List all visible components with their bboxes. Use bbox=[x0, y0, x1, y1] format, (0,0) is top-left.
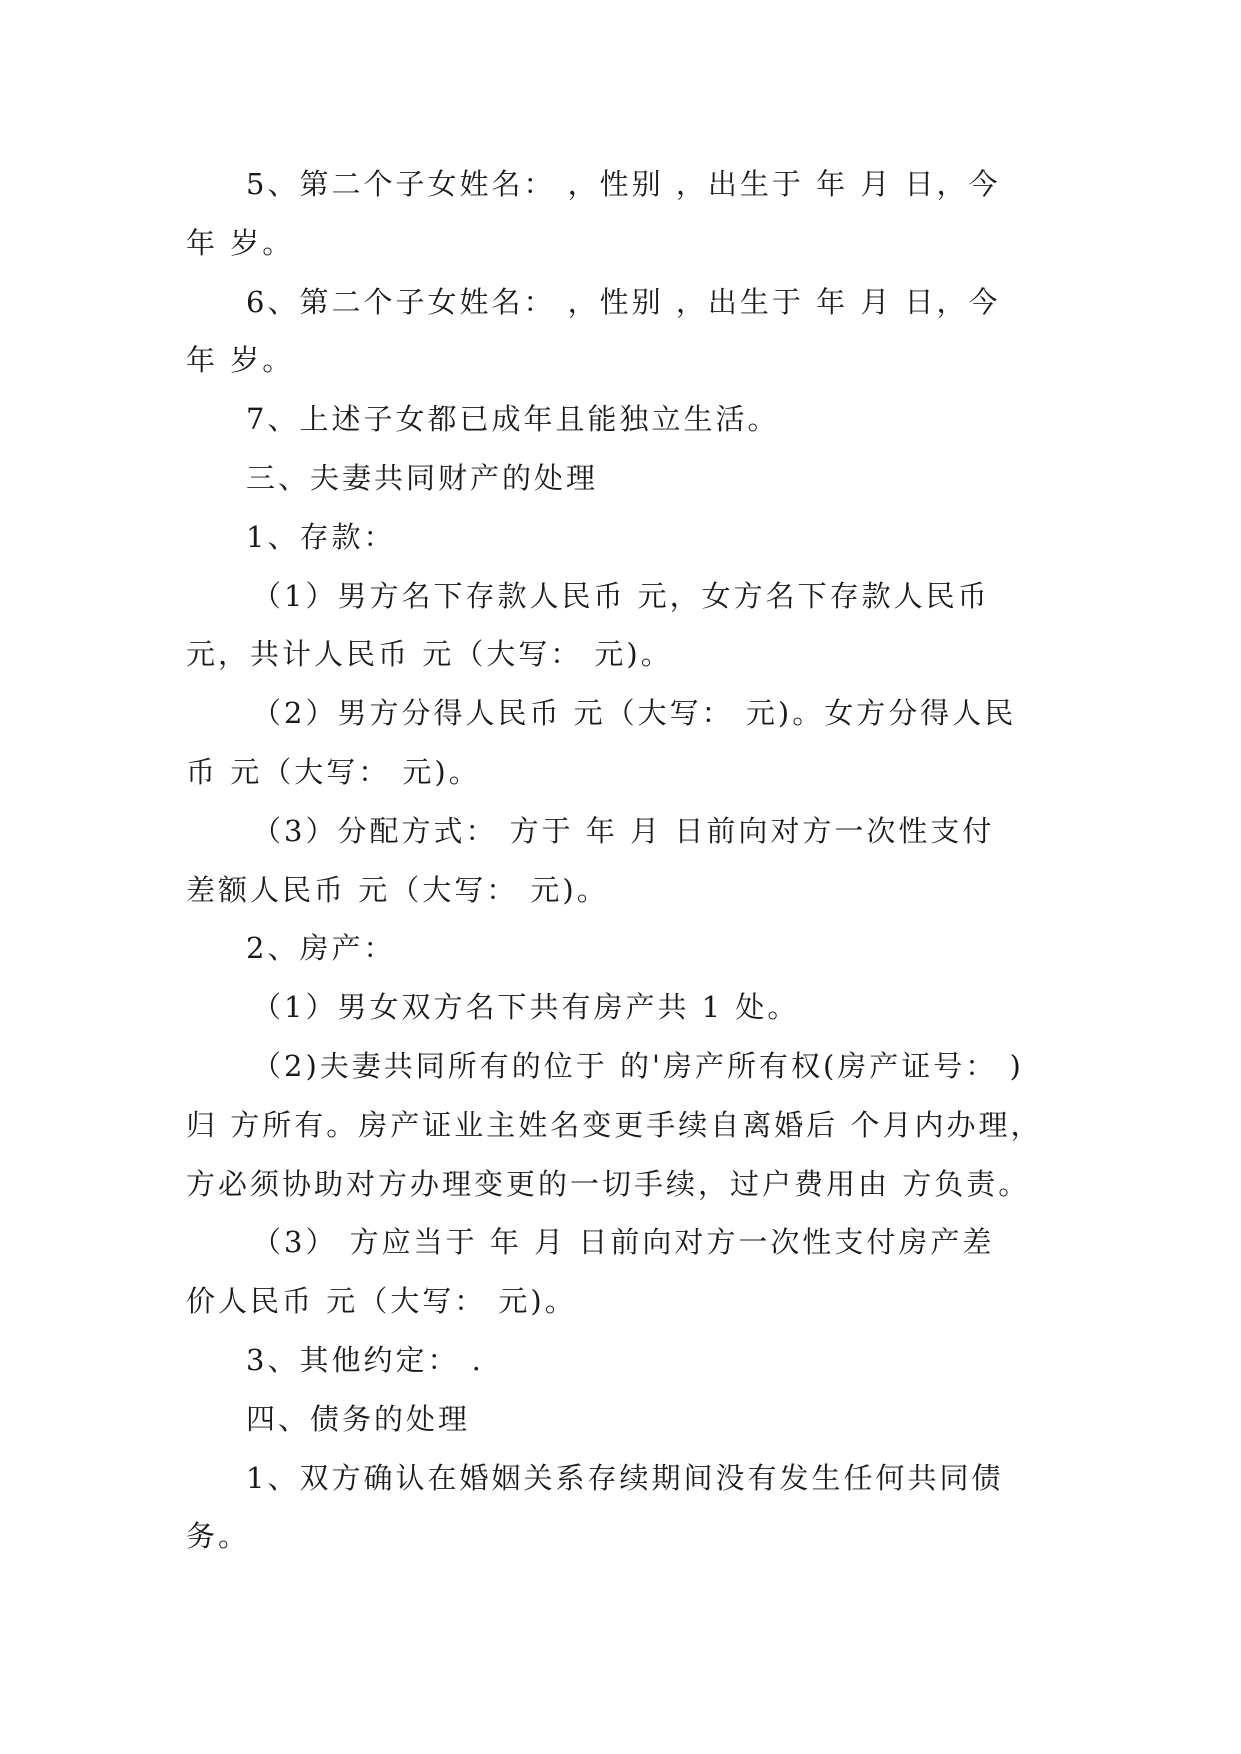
paragraph-line: 价人民币 元（大写： 元)。 bbox=[186, 1284, 577, 1319]
paragraph-line: （2)夫妻共同所有的位于 的'房产所有权(房产证号： ) bbox=[252, 1048, 1024, 1083]
section-heading: 四、债务的处理 bbox=[246, 1401, 471, 1436]
paragraph-line: （3） 方应当于 年 月 日前向对方一次性支付房产差 bbox=[252, 1225, 995, 1260]
section-heading: 三、夫妻共同财产的处理 bbox=[246, 460, 599, 495]
paragraph-line: 元，共计人民币 元（大写： 元)。 bbox=[186, 637, 673, 672]
paragraph-line: （2）男方分得人民币 元（大写： 元)。女方分得人民 bbox=[252, 696, 1017, 731]
paragraph-line: （3）分配方式： 方于 年 月 日前向对方一次性支付 bbox=[252, 813, 995, 848]
subsection-heading: 1、存款： bbox=[246, 519, 396, 554]
paragraph-line: 方必须协助对方办理变更的一切手续，过户费用由 方负责。 bbox=[186, 1166, 1031, 1201]
paragraph-line: 币 元（大写： 元)。 bbox=[186, 754, 481, 789]
paragraph-line: 6、第二个子女姓名： ，性别 ，出生于 年 月 日，今 bbox=[246, 284, 1001, 319]
document-body bbox=[186, 155, 1066, 1566]
paragraph-line: 1、双方确认在婚姻关系存续期间没有发生任何共同债 bbox=[246, 1460, 1004, 1495]
paragraph-line: （1）男方名下存款人民币 元，女方名下存款人民币 bbox=[252, 578, 990, 613]
paragraph-line: 7、上述子女都已成年且能独立生活。 bbox=[246, 402, 780, 437]
paragraph-line: 差额人民币 元（大写： 元)。 bbox=[186, 872, 609, 907]
paragraph-line: （1）男女双方名下共有房产共 1 处。 bbox=[252, 990, 800, 1025]
paragraph-line: 年 岁。 bbox=[186, 343, 295, 378]
paragraph-line: 5、第二个子女姓名： ，性别 ，出生于 年 月 日，今 bbox=[246, 167, 1001, 201]
paragraph-line: 年 岁。 bbox=[186, 225, 295, 260]
paragraph-line: 务。 bbox=[186, 1519, 251, 1554]
subsection-heading: 2、房产： bbox=[246, 931, 396, 966]
subsection-heading: 3、其他约定： . bbox=[246, 1342, 484, 1377]
paragraph-line: 归 方所有。房产证业主姓名变更手续自离婚后 个月内办理， bbox=[186, 1107, 1043, 1142]
